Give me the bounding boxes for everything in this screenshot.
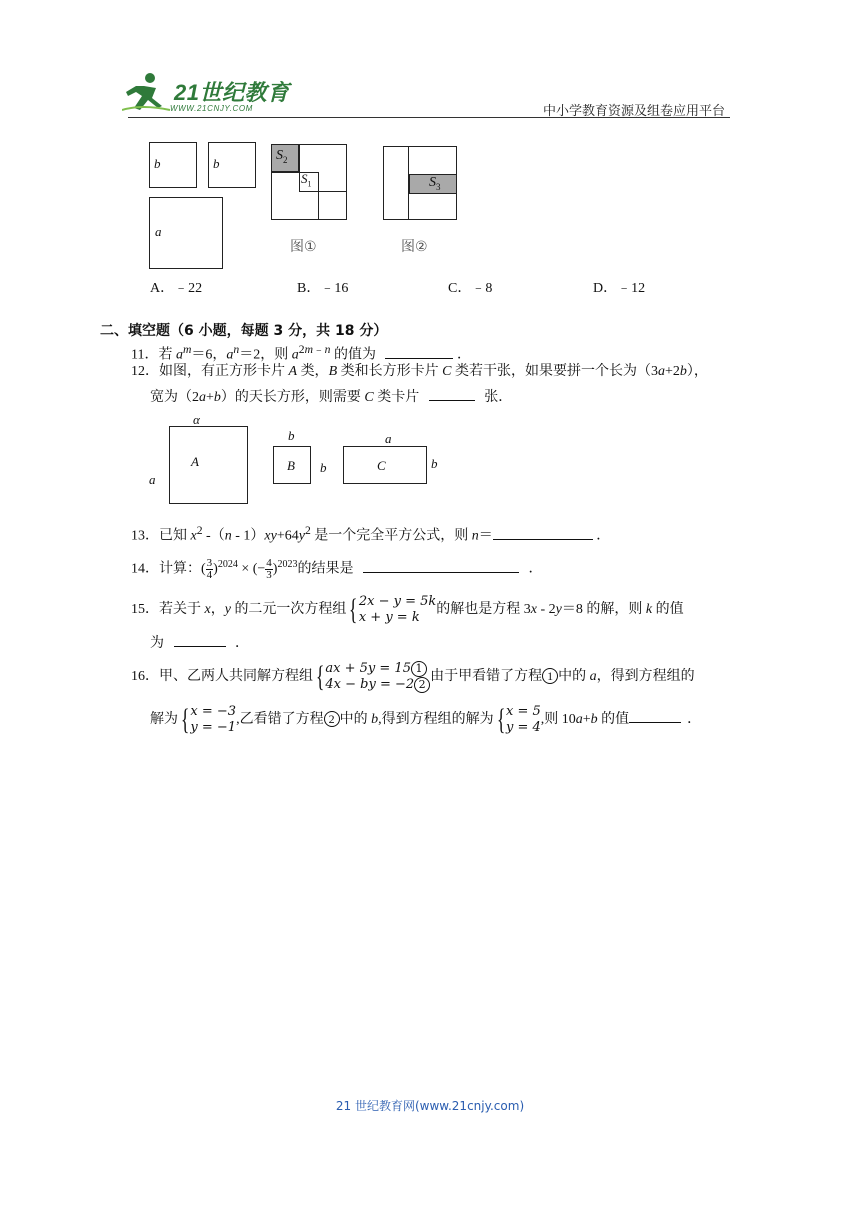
system-15: 2x − y = 5k x + y = k: [358, 593, 437, 625]
system-16: ax + 5y = 15 1 4x − by = −2 2: [325, 661, 430, 693]
figure-1-caption: 图①: [290, 239, 317, 255]
card-types-figure: [145, 412, 445, 512]
choice-a[interactable]: A．﹣22: [150, 281, 203, 296]
label-a: a: [155, 224, 162, 239]
answer-blank-14[interactable]: [363, 558, 519, 573]
question-14: 14．计算：( $\frac{3}{4}$ )$^{2024}$ × (− $\frac{4}{3}$ )$^{2023}$的结果是 ．: [131, 556, 543, 581]
card-a: [169, 426, 248, 504]
runner-logo-icon: [122, 70, 172, 116]
question-12-line-1: 12．如图，有正方形卡片 A 类，B 类和长方形卡片 C 类若干张，如果要拼一个长为（3a+2b），: [131, 364, 708, 379]
header-platform-name: 中小学教育资源及组卷应用平台: [542, 104, 725, 119]
card-c-label: C: [377, 458, 386, 473]
figure-2-left-strip: [383, 146, 409, 220]
fraction-4-3: $\frac{4}{3}$: [266, 556, 272, 581]
question-13: 13．已知 $x^2$ $-(n - 1)xy+64y^2$ 是一个完全平方公式，则 n＝ ．: [131, 524, 611, 544]
label-b-right: b: [320, 460, 327, 475]
label-s2: $S_2$: [276, 148, 288, 165]
question-16-line-1: 16．甲、乙两人共同解方程组{ ax + 5y = 15 1 4x − by = −2 2 由于甲看错了方程 1 中的 a，得到方程组的: [131, 659, 695, 693]
solution-1: x = −3 y = −1: [190, 703, 237, 735]
choice-b[interactable]: B．﹣16: [297, 281, 349, 296]
label-a-left: a: [149, 472, 156, 487]
label-s1: $S_1$: [301, 171, 312, 189]
logo-text: 21世纪教育: [174, 80, 290, 105]
square-cards-figure: [145, 140, 465, 270]
figure-2-caption: 图②: [401, 239, 428, 255]
question-12-line-2: 宽为（2a+b）的天长方形，则需要 C 类卡片 张．: [150, 386, 512, 408]
answer-blank-12[interactable]: [429, 386, 475, 401]
question-15-line-1: 15．若关于 x，y 的二元一次方程组{ 2x − y = 5k x + y = k 的解也是方程 3x - 2y＝8 的解，则 k 的值: [131, 592, 684, 626]
choice-d[interactable]: D．﹣12: [593, 281, 646, 296]
label-b-far: b: [431, 456, 438, 471]
card-b-label: B: [287, 458, 295, 473]
choice-c[interactable]: C．﹣8: [448, 281, 493, 296]
card-a-label: A: [191, 454, 199, 469]
header-divider: [128, 117, 730, 118]
section-title-fill-in: 二、填空题（6 小题，每题 3 分，共 18 分）: [100, 323, 388, 339]
answer-blank-13[interactable]: [493, 525, 593, 540]
question-11: 11．若 $a^m=6$，$a^n=2$，则 $a^{2m﹣n}$ 的值为 ．: [131, 343, 471, 363]
site-logo: [122, 70, 297, 116]
label-b1: b: [154, 156, 161, 171]
question-15-line-2: 为 ．: [150, 632, 249, 654]
footer-site-link[interactable]: 21 世纪教育网(www.21cnjy.com): [335, 1099, 525, 1113]
logo-url: WWW.21CNJY.COM: [170, 104, 253, 113]
label-alpha: α: [193, 412, 200, 427]
solution-2: x = 5 y = 4: [505, 703, 541, 735]
answer-blank-11[interactable]: [385, 344, 453, 359]
label-b-top: b: [288, 428, 295, 443]
label-b2: b: [213, 156, 220, 171]
label-s3: $S_3$: [429, 175, 441, 192]
answer-blank-16[interactable]: [629, 708, 681, 723]
question-16-line-2: 解为{ x = −3 y = −1 ,乙看错了方程 2 中的 b,得到方程组的解为{ x = 5 y = 4 ,则 10a+b 的值 ．: [150, 702, 702, 736]
fraction-3-4: $\frac{3}{4}$: [206, 556, 213, 581]
answer-blank-15[interactable]: [174, 632, 226, 647]
label-a-top: a: [385, 431, 392, 446]
